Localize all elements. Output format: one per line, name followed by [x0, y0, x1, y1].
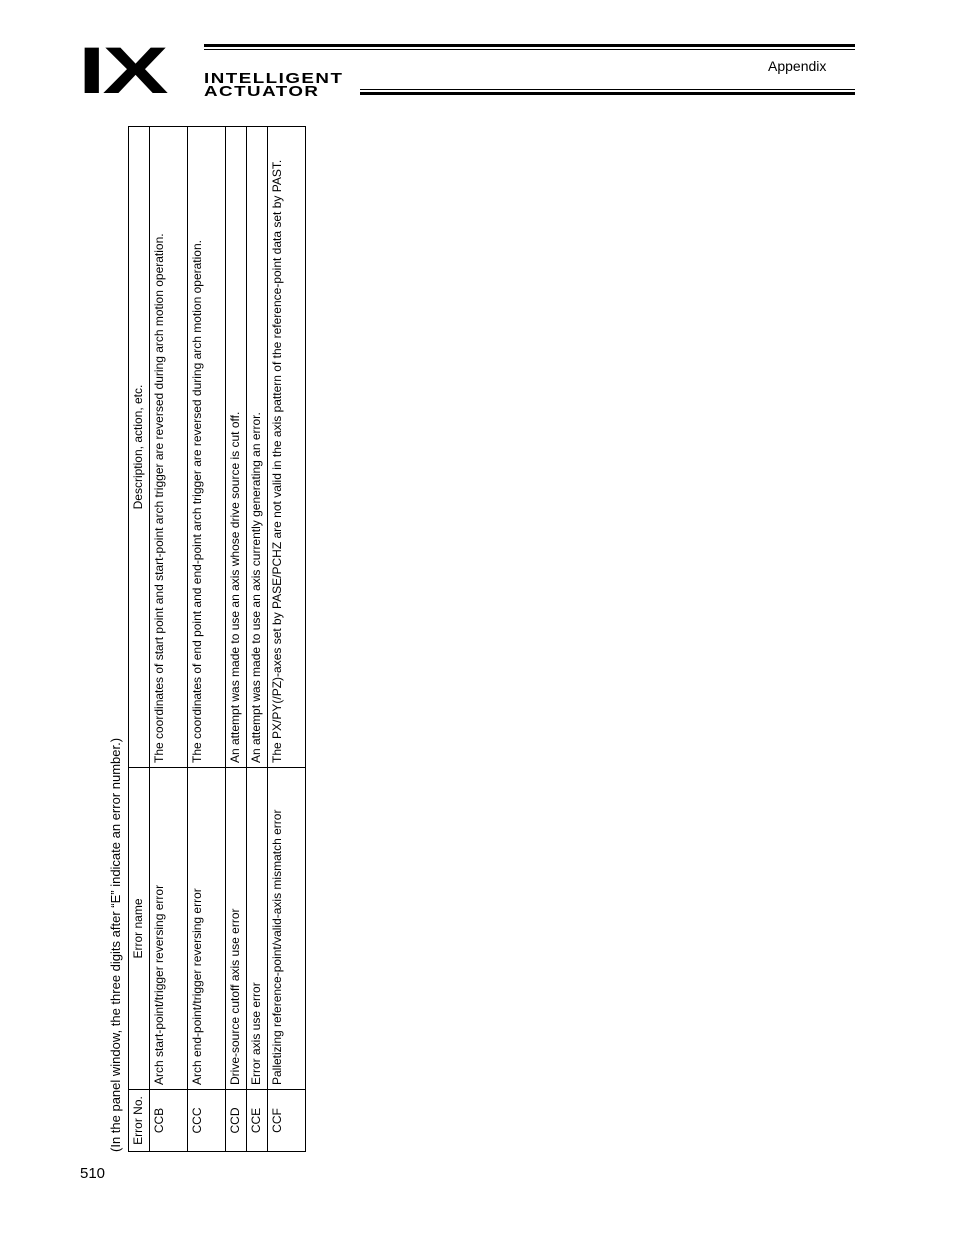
header-description: Description, action, etc. [129, 127, 150, 768]
description-cell: The PX/PY(/PZ)-axes set by PASE/PCHZ are not valid in the axis pattern of the reference-point data set by PAST. [268, 127, 306, 768]
header-error-name: Error name [129, 768, 150, 1090]
error-name-cell: Drive-source cutoff axis use error [226, 768, 247, 1090]
table-row [268, 127, 306, 1152]
error-no-cell: CCD [226, 1090, 247, 1152]
logo-text-actuator: ACTUATOR [204, 83, 320, 100]
table-row [188, 127, 226, 1152]
error-name-cell: Arch end-point/trigger reversing error [188, 768, 226, 1090]
header-rule-top-thick [204, 44, 855, 47]
logo-ix: IX [78, 33, 166, 107]
description-cell: The coordinates of start point and start-point arch trigger are reversed during arch motion operation. [150, 127, 188, 768]
header-rule-bottom-thick [360, 92, 855, 95]
table-header-row [129, 127, 150, 1152]
page-number: 510 [80, 1165, 106, 1182]
table-row [247, 127, 268, 1152]
description-cell: An attempt was made to use an axis whose drive source is cut off. [226, 127, 247, 768]
table-caption: (In the panel window, the three digits after “E” indicate an error number.) [108, 737, 123, 1152]
error-no-cell: CCE [247, 1090, 268, 1152]
header-rule-bottom-thin [360, 89, 855, 90]
error-no-cell: CCC [188, 1090, 226, 1152]
logo-text-intelligent: INTELLIGENT [204, 70, 344, 87]
error-table [128, 126, 306, 1152]
error-no-cell: CCB [150, 1090, 188, 1152]
header-error-no: Error No. [129, 1090, 150, 1152]
description-cell: An attempt was made to use an axis currently generating an error. [247, 127, 268, 768]
error-name-cell: Palletizing reference-point/valid-axis mismatch error [268, 768, 306, 1090]
description-cell: The coordinates of end point and end-point arch trigger are reversed during arch motion operation. [188, 127, 226, 768]
rotated-table-block [108, 127, 306, 1152]
error-name-cell: Arch start-point/trigger reversing error [150, 768, 188, 1090]
error-name-cell: Error axis use error [247, 768, 268, 1090]
table-row [150, 127, 188, 1152]
table-row [226, 127, 247, 1152]
section-label: Appendix [768, 58, 827, 74]
header-rule-top-thin [204, 49, 855, 50]
error-no-cell: CCF [268, 1090, 306, 1152]
